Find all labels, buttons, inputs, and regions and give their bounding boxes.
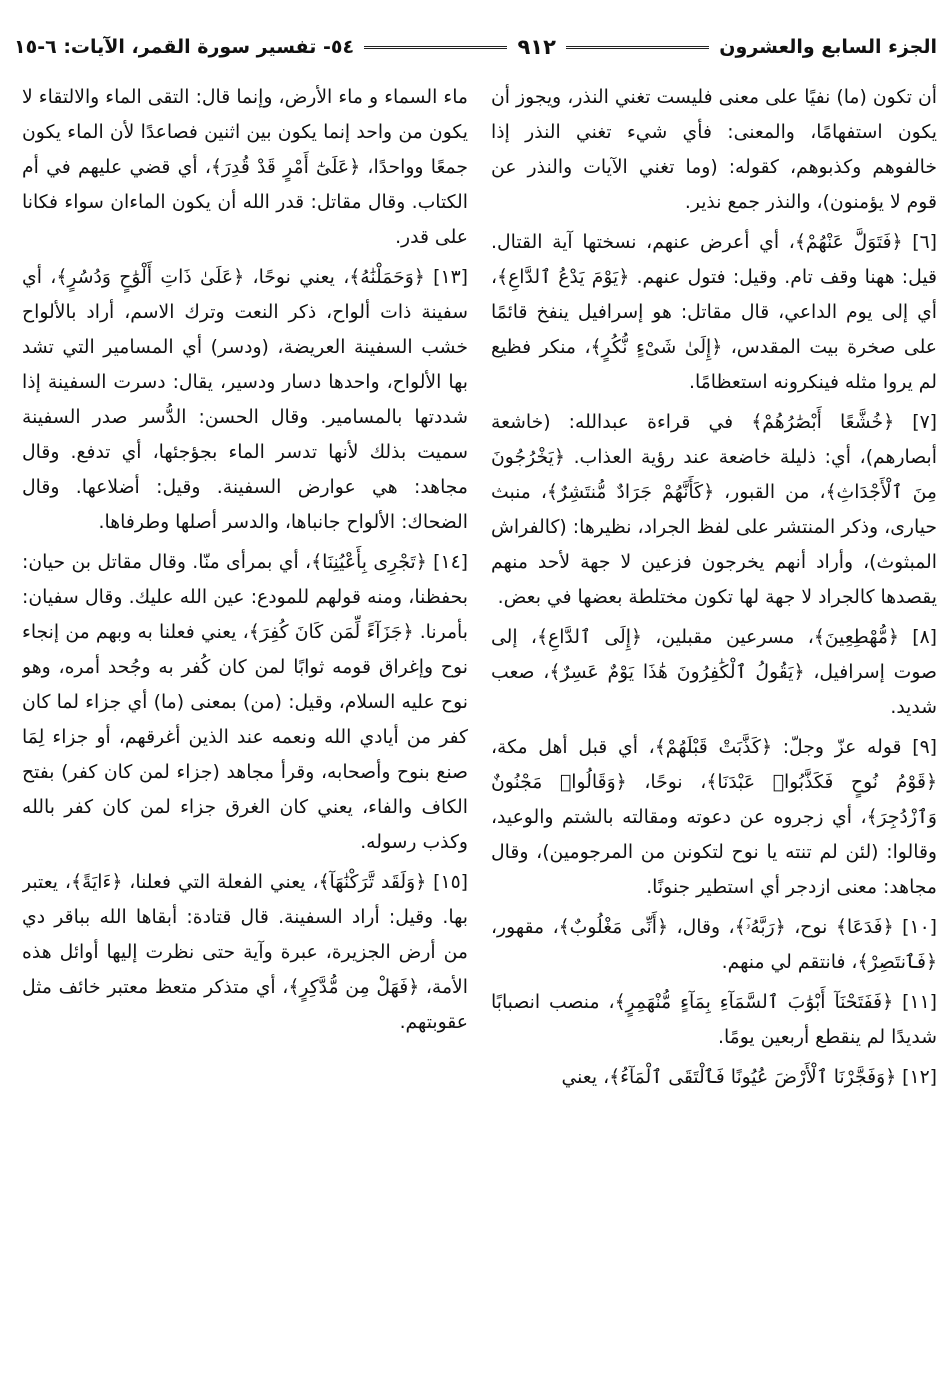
paragraph: [٧] ﴿خُشَّعًا أَبْصَٰرُهُمْ﴾ في قراءة عبدالله: (خاشعة أبصارهم)، أي: ذليلة خاضعة عند رؤية العذاب. ﴿يَخْرُجُونَ مِنَ ٱلْأَجْدَاثِ﴾، من القبور، ﴿كَأَنَّهُمْ جَرَادٌ مُّنتَشِرٌ﴾، منبث حيارى، وذكر المنتشر على لفظ الجراد، نظيرها: (كالفراش المبثوث)، وأراد أنهم يخرجون فزعين لا جهة لأحد منهم يقصدها كالجراد لا جهة لها تكون مختلطة بعضها في بعض. [491,412,937,608]
paragraph: [١١] ﴿فَفَتَحْنَآ أَبْوَٰبَ ٱلسَّمَآءِ بِمَآءٍ مُّنْهَمِرٍ﴾، منصب انصبابًا شديدًا لم ينقطع أربعين يومًا. [491,992,937,1048]
paragraph: [١٤] ﴿تَجْرِى بِأَعْيُنِنَا﴾، أي بمرأى منّا. وقال مقاتل بن حيان: بحفظنا، ومنه قولهم للمودع: عين الله عليك. وقال سفيان: بأمرنا. ﴿جَزَآءً لِّمَن كَانَ كُفِرَ﴾، يعني فعلنا به وبهم من إنجاء نوح وإغراق قومه ثوابًا لمن كان كُفر به وجُحد أمره، وهو نوح عليه السلام، وقيل: (من) بمعنى (ما) أي جزاء لما كان كفر من أيادي الله ونعمه عند الذين أغرقهم، أو جزاء لِمَا صنع بنوح وأصحابه، وقرأ مجاهد (جزاء لمن كان كفر) بفتح الكاف والفاء، يعني كان الغرق جزاء لمن كان كفر بالله وكذب رسوله. [22,552,468,853]
right-column [491,80,937,1368]
paragraph: [١٠] ﴿فَدَعَا﴾ نوح، ﴿رَبَّهُۥٓ﴾، وقال، ﴿أَنِّى مَغْلُوبٌ﴾، مقهور، ﴿فَٱنتَصِرْ﴾، فانتقم لي منهم. [491,917,937,973]
page-header [14,30,937,64]
running-head-chapter: ٥٤- تفسير سورة القمر، الآيات: ٦-١٥ [14,36,355,58]
paragraph: أن تكون (ما) نفيًا على معنى فليست تغني النذر، ويجوز أن يكون استفهامًا، والمعنى: فأي شيء تغني النذر إذا خالفوهم وكذبوهم، كقوله: (وما تغني الآيات والنذر عن قوم لا يؤمنون)، والنذر جمع نذير. [491,87,937,213]
header-rule-right [566,46,709,49]
running-head-part: الجزء السابع والعشرون [719,36,937,58]
paragraph: [٦] ﴿فَتَوَلَّ عَنْهُمْ﴾، أي أعرض عنهم، نسختها آية القتال. قيل: ههنا وقف تام. وقيل: فتول عنهم. ﴿يَوْمَ يَدْعُ ٱلدَّاعِ﴾، أي إلى يوم الداعي، قال مقاتل: هو إسرافيل ينفخ قائمًا على صخرة بيت المقدس، ﴿إِلَىٰ شَىْءٍ نُّكُرٍ﴾، منكر فظيع لم يروا مثله فينكرونه استعظامًا. [491,232,937,393]
page-number: ٩١٢ [517,35,556,59]
header-rule-left [364,46,507,49]
paragraph: [١٥] ﴿وَلَقَد تَّرَكْنَٰهَآ﴾، يعني الفعلة التي فعلنا، ﴿ءَايَةً﴾، يعتبر بها. وقيل: أراد السفينة. قال قتادة: أبقاها الله بباقر دي من أرض الجزيرة، عبرة وآية حتى نظرت إليها أوائل هذه الأمة، ﴿فَهَلْ مِن مُّدَّكِرٍ﴾، أي متذكر متعظ معتبر خائف مثل عقوبتهم. [22,872,468,1033]
paragraph: [١٣] ﴿وَحَمَلْنَٰهُ﴾، يعني نوحًا، ﴿عَلَىٰ ذَاتِ أَلْوَٰحٍ وَدُسُرٍ﴾، أي سفينة ذات ألواح، ذكر النعت وترك الاسم، أراد بالألواح خشب السفينة العريضة، (ودسر) أي المسامير التي تشد بها الألواح، واحدها دسار ودسير، يقال: دسرت السفينة إذا شددتها بالمسامير. وقال الحسن: الدُّسر صدر السفينة سميت بذلك لأنها تدسر الماء بجؤجئها، أي تدفع. وقال مجاهد: هي عوارض السفينة. وقيل: أضلاعها. وقال الضحاك: الألواح جانباها، والدسر أصلها وطرفاها. [22,267,468,533]
paragraph: [٨] ﴿مُّهْطِعِينَ﴾، مسرعين مقبلين، ﴿إِلَى ٱلدَّاعِ﴾، إلى صوت إسرافيل، ﴿يَقُولُ ٱلْكَٰفِرُونَ هَٰذَا يَوْمٌ عَسِرٌ﴾، صعب شديد. [491,627,937,718]
paragraph: [٩] قوله عزّ وجلّ: ﴿كَذَّبَتْ قَبْلَهُمْ﴾، أي قبل أهل مكة، ﴿قَوْمُ نُوحٍ فَكَذَّبُوا۟ عَبْدَنَا﴾، نوحًا، ﴿وَقَالُوا۟ مَجْنُونٌ وَٱزْدُجِرَ﴾، أي زجروه عن دعوته ومقالته بالشتم والوعيد، وقالوا: (لئن لم تنته يا نوح لتكونن من المرجومين)، وقال مجاهد: معنى ازدجر أي استطير جنونًا. [491,737,937,898]
left-column [22,80,468,1368]
text-columns [22,80,937,1368]
paragraph: [١٢] ﴿وَفَجَّرْنَا ٱلْأَرْضَ عُيُونًا فَٱلْتَقَى ٱلْمَآءُ﴾، يعني [561,1067,937,1088]
paragraph: ماء السماء و ماء الأرض، وإنما قال: التقى الماء والالتقاء لا يكون من واحد إنما يكون بين اثنين فصاعدًا لأن الماء يكون جمعًا وواحدًا، ﴿عَلَىٰٓ أَمْرٍ قَدْ قُدِرَ﴾، أي قضي عليهم في أم الكتاب. وقال مقاتل: قدر الله أن يكون الماءان سواء فكانا على قدر. [22,87,468,248]
